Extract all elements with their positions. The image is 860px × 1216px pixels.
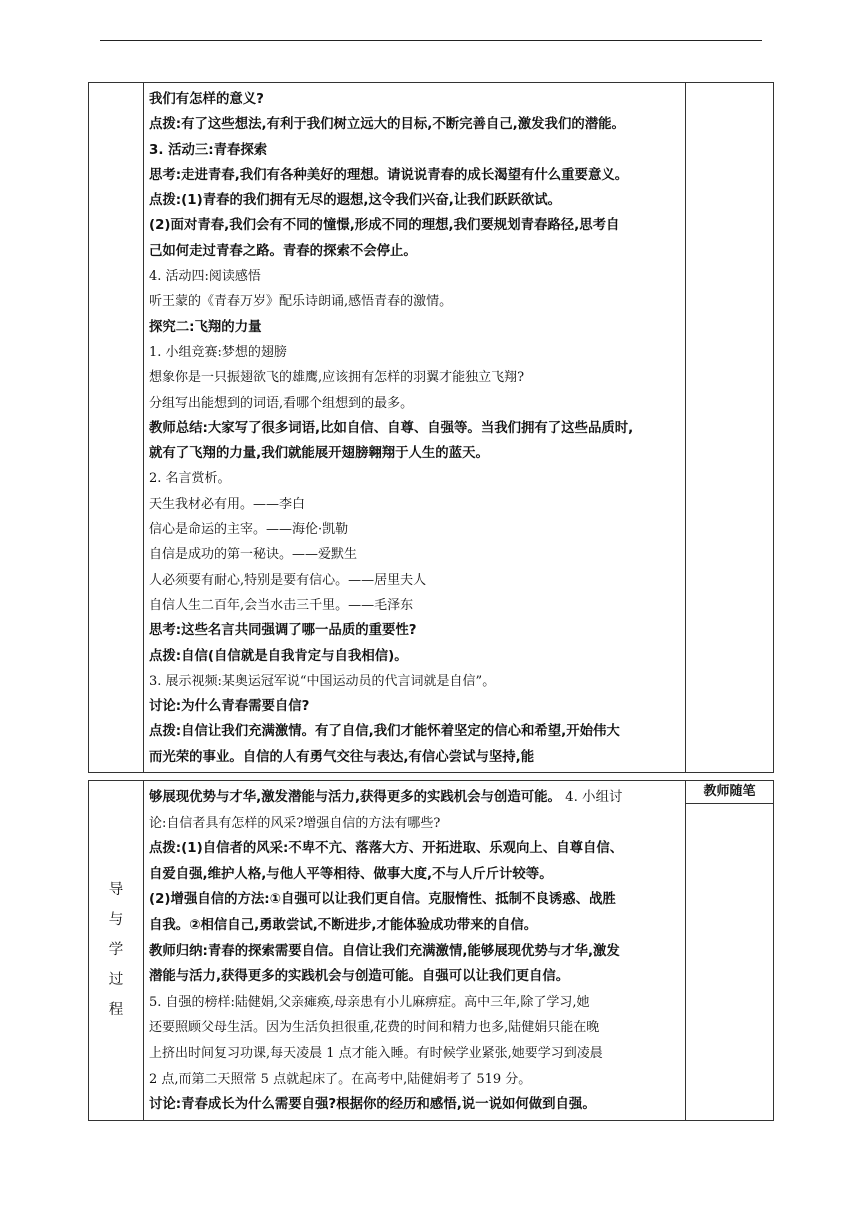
text-line-main: 5. 自强的榜样:陆健娟,父亲瘫痪,母亲患有小儿麻痹症。高中三年,除了学习,她 bbox=[149, 994, 590, 1010]
text-line-main: 思考:走进青春,我们有各种美好的理想。请说说青春的成长渴望有什么重要意义。 bbox=[149, 167, 629, 183]
text-line-main: 讨论:为什么青春需要自信? bbox=[149, 699, 310, 715]
notes-body bbox=[686, 804, 774, 1121]
text-line bbox=[149, 112, 681, 137]
text-line bbox=[149, 416, 681, 441]
lesson-table-bottom bbox=[88, 780, 774, 1121]
text-line-main: 3. 展示视频:某奥运冠军说“中国运动员的代言词就是自信”。 bbox=[149, 673, 496, 689]
text-line bbox=[149, 694, 681, 719]
text-line bbox=[149, 836, 681, 862]
text-line-main: 点拨:(1)青春的我们拥有无尽的遐想,这令我们兴奋,让我们跃跃欲试。 bbox=[149, 193, 562, 209]
text-line-main: 人必须要有耐心,特别是要有信心。——居里夫人 bbox=[149, 572, 427, 588]
text-line bbox=[149, 188, 681, 213]
text-line bbox=[149, 340, 681, 365]
text-line-main: (2)增强自信的方法:①自强可以让我们更自信。克服惰性、抵制不良诱惑、战胜 bbox=[149, 892, 616, 908]
text-line bbox=[149, 745, 681, 770]
text-line bbox=[149, 939, 681, 965]
text-line bbox=[149, 618, 681, 643]
text-line-main: 讨论:青春成长为什么需要自强?根据你的经历和感悟,说一说如何做到自强。 bbox=[149, 1097, 596, 1113]
text-line-main: 而光荣的事业。自信的人有勇气交往与表达,有信心尝试与坚持,能 bbox=[149, 749, 535, 765]
text-line-main: 自我。②相信自己,勇敢尝试,不断进步,才能体验成功带来的自信。 bbox=[149, 917, 538, 933]
text-line-main: 分组写出能想到的词语,看哪个组想到的最多。 bbox=[149, 395, 414, 411]
text-line-main: 探究二:飞翔的力量 bbox=[149, 319, 262, 335]
content-lines bbox=[144, 83, 685, 772]
notes-header: 教师随笔 bbox=[686, 781, 774, 804]
text-line bbox=[149, 365, 681, 390]
text-line bbox=[149, 887, 681, 913]
text-line-main: 想象你是一只振翅欲飞的雄鹰,应该拥有怎样的羽翼才能独立飞翔? bbox=[149, 370, 525, 386]
text-line bbox=[149, 568, 681, 593]
text-line bbox=[149, 811, 681, 837]
text-line bbox=[149, 264, 681, 289]
text-line bbox=[149, 315, 681, 340]
text-line bbox=[149, 1092, 681, 1118]
text-line bbox=[149, 1067, 681, 1093]
side-label-char: 导 bbox=[108, 882, 124, 899]
side-label bbox=[89, 875, 143, 1025]
text-line-main: 听王蒙的《青春万岁》配乐诗朗诵,感悟青春的激情。 bbox=[149, 294, 453, 310]
text-line bbox=[149, 213, 681, 238]
text-line-main: 教师总结:大家写了很多词语,比如自信、自尊、自强等。当我们拥有了这些品质时, bbox=[149, 420, 634, 436]
text-line bbox=[149, 163, 681, 188]
text-line bbox=[149, 964, 681, 990]
text-line bbox=[149, 492, 681, 517]
side-label-char: 程 bbox=[108, 1002, 124, 1019]
header-rule bbox=[100, 40, 762, 41]
text-line bbox=[149, 862, 681, 888]
side-label-cell-empty bbox=[89, 83, 144, 773]
text-line-main: 自信人生二百年,会当水击三千里。——毛泽东 bbox=[149, 597, 414, 613]
text-line bbox=[149, 391, 681, 416]
text-line bbox=[149, 517, 681, 542]
text-line-main: 己如何走过青春之路。青春的探索不会停止。 bbox=[149, 243, 417, 259]
text-line-main: 教师归纳:青春的探索需要自信。自信让我们充满激情,能够展现优势与才华,激发 bbox=[149, 943, 620, 959]
text-line bbox=[149, 913, 681, 939]
text-line-main: 信心是命运的主宰。——海伦·凯勒 bbox=[149, 522, 349, 538]
text-line bbox=[149, 1041, 681, 1067]
text-line bbox=[149, 239, 681, 264]
text-line-main: 潜能与活力,获得更多的实践机会与创造可能。自强可以让我们更自信。 bbox=[149, 969, 570, 985]
text-line bbox=[149, 990, 681, 1016]
text-line-main: 上挤出时间复习功课,每天凌晨 1 点才能入睡。有时候学业紧张,她要学习到凌晨 bbox=[149, 1045, 603, 1061]
text-line-tail: 4. 小组讨 bbox=[560, 790, 623, 805]
text-line bbox=[149, 466, 681, 491]
text-line-main: 论:自信者具有怎样的风采?增强自信的方法有哪些? bbox=[149, 815, 441, 831]
side-label-char: 过 bbox=[108, 972, 124, 989]
text-line bbox=[149, 138, 681, 163]
text-line bbox=[149, 785, 681, 811]
text-line bbox=[149, 441, 681, 466]
text-line-main: 够展现优势与才华,激发潜能与活力,获得更多的实践机会与创造可能。 bbox=[149, 790, 561, 805]
content-lines bbox=[144, 781, 685, 1120]
text-line bbox=[149, 542, 681, 567]
text-line-main: 就有了飞翔的力量,我们就能展开翅膀翱翔于人生的蓝天。 bbox=[149, 446, 489, 462]
text-line bbox=[149, 1015, 681, 1041]
text-line-main: 点拨:(1)自信者的风采:不卑不亢、落落大方、开拓进取、乐观向上、自尊自信、 bbox=[149, 841, 624, 857]
content-cell bbox=[144, 781, 686, 1121]
text-line-main: 我们有怎样的意义? bbox=[149, 92, 264, 107]
text-line-main: 自爱自强,维护人格,与他人平等相待、做事大度,不与人斤斤计较等。 bbox=[149, 866, 553, 882]
text-line bbox=[149, 644, 681, 669]
text-line-main: 3. 活动三:青春探索 bbox=[149, 142, 268, 158]
text-line-main: 1. 小组竞赛:梦想的翅膀 bbox=[149, 344, 287, 360]
text-line-main: 点拨:有了这些想法,有利于我们树立远大的目标,不断完善自己,激发我们的潜能。 bbox=[149, 117, 625, 133]
lesson-table-top bbox=[88, 82, 774, 773]
text-line-main: 4. 活动四:阅读感悟 bbox=[149, 269, 261, 285]
text-line-main: 还要照顾父母生活。因为生活负担很重,花费的时间和精力也多,陆健娟只能在晚 bbox=[149, 1020, 600, 1036]
text-line-main: 天生我材必有用。——李白 bbox=[149, 496, 306, 512]
text-line-main: 自信是成功的第一秘诀。——爱默生 bbox=[149, 547, 358, 563]
side-label-char: 与 bbox=[108, 912, 124, 929]
text-line-main: 点拨:自信让我们充满激情。有了自信,我们才能怀着坚定的信心和希望,开始伟大 bbox=[149, 724, 620, 740]
text-line-main: (2)面对青春,我们会有不同的憧憬,形成不同的理想,我们要规划青春路径,思考自 bbox=[149, 218, 620, 234]
text-line-main: 2 点,而第二天照常 5 点就起床了。在高考中,陆健娟考了 519 分。 bbox=[149, 1071, 532, 1087]
notes-cell bbox=[686, 83, 774, 773]
text-line bbox=[149, 289, 681, 314]
content-cell bbox=[144, 83, 686, 773]
text-line bbox=[149, 593, 681, 618]
side-label-cell bbox=[89, 781, 144, 1121]
text-line-main: 2. 名言赏析。 bbox=[149, 471, 231, 487]
text-line bbox=[149, 669, 681, 694]
side-label-char: 学 bbox=[108, 942, 124, 959]
text-line-main: 思考:这些名言共同强调了哪一品质的重要性? bbox=[149, 623, 417, 639]
text-line-main: 点拨:自信(自信就是自我肯定与自我相信)。 bbox=[149, 648, 408, 664]
text-line bbox=[149, 87, 681, 112]
text-line bbox=[149, 719, 681, 744]
